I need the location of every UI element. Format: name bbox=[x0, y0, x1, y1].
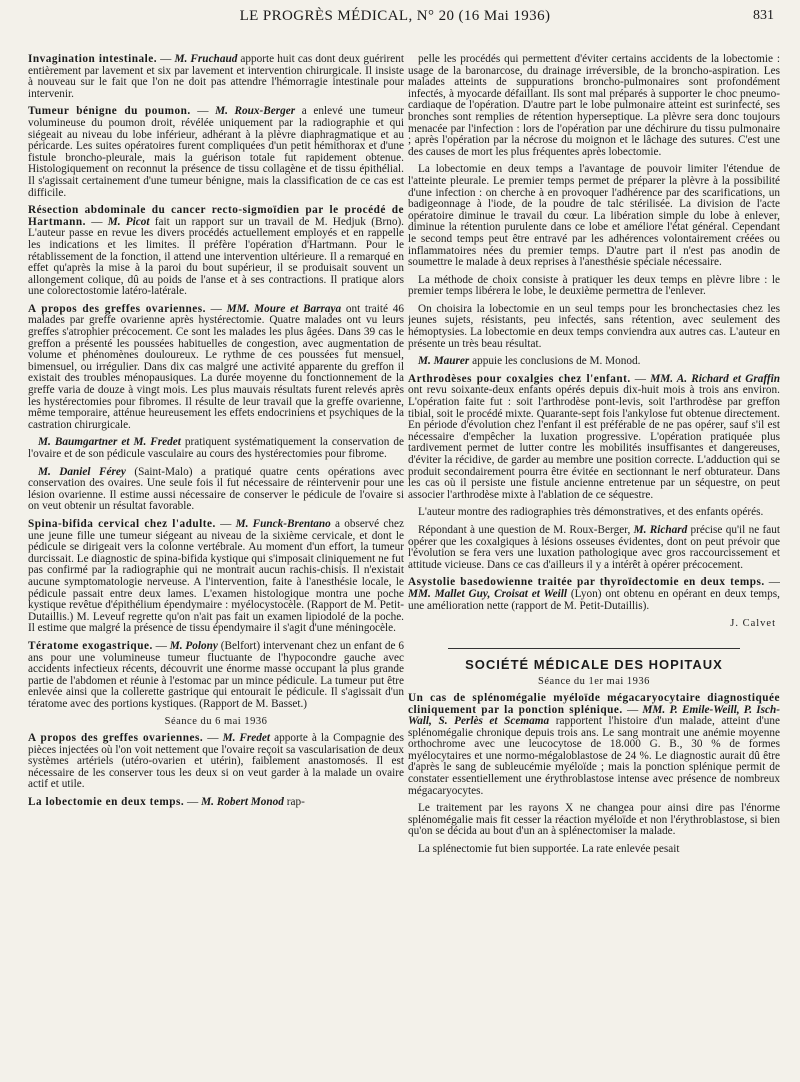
article bbox=[28, 797, 404, 809]
article-prefix: Répondant à une question de M. Roux-Berger, bbox=[418, 523, 634, 536]
article bbox=[28, 467, 404, 513]
article-paragraph bbox=[408, 54, 780, 158]
article-title: Invagination intestinale. bbox=[28, 54, 158, 65]
article-paragraph bbox=[408, 803, 780, 838]
article bbox=[28, 641, 404, 711]
article-text: ont traité 46 malades par greffe ovarienne après hystérectomie. Quatre malades ont vu leurs greffes s'atrophier précocement. Ce sont les malades les plus âgées. Dans 39 cas le greffon a présenté les poussées habituelles de congestion, avec augmentation de volume et phénomènes douloureux. Le rythme de ces poussées fut mensuel, bimensuel, ou irrégulier. Dans dix cas malgré une activité apparente du greffon il existait des troubles ménopausiques. La durée moyenne du fonctionnement de la greffe varia de douze à vingt mois. Les plus mauvais résultats furent relevés après les hystérectomies pour fibromes. Il résulte de leur travail que la greffe ovarienne, même temporaire, atténue heureusement les effets endocriniens et psychiques de la castration chirurgicale. bbox=[28, 302, 404, 431]
article-author: M. Baumgartner et M. Fredet bbox=[38, 436, 181, 449]
section-title: SOCIÉTÉ MÉDICALE DES HOPITAUX bbox=[465, 656, 723, 672]
title-separator: — bbox=[622, 703, 643, 716]
article-author: M. Fruchaud bbox=[174, 54, 238, 65]
article-title: Arthrodèses pour coxalgies chez l'enfant. bbox=[408, 372, 631, 385]
left-articles-after bbox=[28, 733, 404, 809]
seance-date: Séance du 1er mai 1936 bbox=[538, 676, 650, 688]
article-text: On choisira la lobectomie en un seul temps pour les bronchectasies chez les jeunes sujets, résistants, peu infectés, sans rétention, avec seulement des hémoptysies. La lobectomie en deux temps conviendra aux autres cas. L'auteur en présente un très beau résultat. bbox=[408, 302, 780, 350]
title-separator: — bbox=[215, 517, 236, 530]
title-separator: — bbox=[85, 215, 108, 228]
article bbox=[28, 304, 404, 432]
article-paragraph bbox=[28, 797, 404, 809]
right-column bbox=[408, 54, 780, 1074]
article bbox=[408, 356, 780, 368]
title-separator: — bbox=[764, 576, 780, 589]
article-text: apporte huit cas dont deux guérirent entièrement par lavement et six par lavement et intervention chirurgicale. Il insiste à nouveau sur le fait que l'on ne doit pas attendre l'hémorragie intestinale pour intervenir. bbox=[28, 54, 404, 100]
article-text: rap- bbox=[283, 796, 305, 809]
title-separator: — bbox=[184, 796, 202, 809]
right-articles bbox=[408, 54, 780, 612]
article-paragraph bbox=[28, 54, 404, 100]
article-paragraph bbox=[28, 641, 404, 711]
article bbox=[408, 374, 780, 502]
title-separator: — bbox=[190, 105, 216, 118]
article-paragraph bbox=[408, 577, 780, 612]
article bbox=[408, 54, 780, 158]
article-text: a enlevé une tumeur volumineuse du poumon droit, révélée uniquement par la radiographie et qui siégeait au niveau du lobe inférieur, adhérant à la plèvre diaphragmatique et au péricarde. Les suites opératoires furent compliquées d'un petit hémithorax et d'une fistule broncho-pleurale, mais la guérison totale fut rapidement obtenue. Histologiquement on reconnut la présence de tissu collagène et de tissu épithélial. Il s'agissait certainement d'une tumeur bénigne, mais la classification de ce cas est difficile. bbox=[28, 105, 404, 199]
article-title: La lobectomie en deux temps. bbox=[28, 796, 185, 809]
article bbox=[28, 437, 404, 460]
article-text: pelle les procédés qui permettent d'éviter certains accidents de la lobectomie : usage de la baronarcose, du drainage irréversible, de la broncho-aspiration. Les malades atteints de suppurations broncho-pulmonaires sont profondément infectés, à myocarde défaillant. Ils sont mal préparés à supporter le choc pneumo-cardiaque de l'opération. D'autre part le lobe pulmonaire atteint est surinfecté, ses bronches sont remplies de rétention hyperseptique. La plèvre sera donc toujours menacée par l'infection : lors de l'opération par une déchirure du tissu pulmonaire ; après l'opération par la nécrose du moignon et le lâchage des sutures. C'est une des causes de mort les plus fréquentes après lobectomie. bbox=[408, 54, 780, 158]
article-paragraph bbox=[408, 507, 780, 519]
article bbox=[28, 519, 404, 635]
article-paragraph bbox=[28, 304, 404, 432]
article bbox=[408, 525, 780, 571]
left-articles bbox=[28, 54, 404, 710]
article bbox=[408, 275, 780, 298]
article bbox=[408, 803, 780, 838]
article-title: Spina-bifida cervical chez l'adulte. bbox=[28, 517, 216, 530]
seance-date: Séance du 6 mai 1936 bbox=[164, 716, 268, 728]
article-paragraph bbox=[28, 733, 404, 791]
article-title: Tumeur bénigne du poumon. bbox=[28, 105, 191, 118]
article-text: L'auteur montre des radiographies très démonstratives, et des enfants opérés. bbox=[418, 506, 764, 519]
article-paragraph bbox=[408, 844, 780, 856]
title-separator: — bbox=[203, 732, 223, 745]
article-author: MM. P. Emile-Weill, P. Isch-Wall, S. Perlès et Scemama bbox=[408, 703, 780, 728]
article-text: apporte à la Compagnie des pièces injectées où l'on voit nettement que l'ovaire reçoit sa vascularisation de deux systèmes artériels (utéro-ovarien et utérin), faiblement anastomosés. Il est nécessaire de les conserver tous les deux si on veut garder à la malade un ovaire actif et utile. bbox=[28, 732, 404, 791]
article-author: MM. A. Richard et Graffin bbox=[650, 372, 780, 385]
article-author: M. Robert Monod bbox=[201, 796, 284, 809]
article-text: La splénectomie fut bien supportée. La rate enlevée pesait bbox=[418, 843, 680, 856]
article-title: Résection abdominale du cancer recto-sigmoïdien par le procédé de Hartmann. bbox=[28, 204, 404, 228]
article-paragraph bbox=[28, 205, 404, 298]
article-text: Le traitement par les rayons X ne changea pour ainsi dire pas l'énorme splénomégalie mais fit cesser la réaction myéloïde et non l'érythroblastose, si bien qu'on se décida au bout d'un an à splénectomiser la malade. bbox=[408, 802, 780, 838]
article-paragraph bbox=[408, 356, 780, 368]
article-title: Asystolie basedowienne traitée par thyroïdectomie en deux temps. bbox=[408, 576, 765, 589]
left-column bbox=[28, 54, 404, 1074]
article-title: Tératome exogastrique. bbox=[28, 639, 153, 652]
article-paragraph bbox=[28, 519, 404, 635]
article-paragraph bbox=[408, 525, 780, 571]
article-paragraph bbox=[408, 275, 780, 298]
article-text: fait un rapport sur un travail de M. Hedjuk (Brno). L'auteur passe en revue les divers procédés actuellement employés et en rappelle les indications et les limites. Il préfère l'opération d'Hartmann. Pour le rétablissement de la fonction, il attend une intervention ultérieure. Il a remarqué en effet qu'après la mise à la paroi du bout supérieur, il se produisait souvent un allongement colique, dû au poids de l'anse et à ses contractions. Il pratique alors une colorectostomie latéro-latérale. bbox=[28, 215, 404, 298]
article-text: pratiquent systématiquement la conservation de l'ovaire et de son pédicule vasculaire au cours des hystérectomies pour fibrome. bbox=[28, 436, 404, 460]
article-text: La méthode de choix consiste à pratiquer les deux temps en plèvre libre : le premier temps libérera le lobe, le deuxième permettra de l'enlever. bbox=[408, 273, 780, 298]
article-paragraph bbox=[28, 467, 404, 513]
article-text: La lobectomie en deux temps a l'avantage de pouvoir limiter l'étendue de l'atteinte pleurale. Le premier temps permet de préparer la plèvre à la possibilité d'une infection : on cherche à en provoquer l'adhérence par des scarifications, un badigeonnage à l'iode, de la poudre de talc stérilisée. La division de l'acte opératoire diminue le travail du cœur. La libération simple du lobe à enlever, diminue la rétention purulente dans ce lobe et améliore l'état général. Cependant le second temps peut être entravé par les adhérences volontairement créées ou inflammatoires nées du premier temps. D'autre part il n'est pas anodin de soumettre le malade à deux reprises à l'anesthésie spéciale nécessaire. bbox=[408, 163, 780, 269]
article-author: M. Maurer bbox=[418, 355, 470, 368]
article-author: M. Fredet bbox=[222, 732, 271, 745]
section-divider bbox=[448, 648, 740, 649]
article-author: MM. Mallet Guy, Croisat et Weill bbox=[408, 587, 568, 600]
title-separator: — bbox=[205, 302, 227, 315]
article-paragraph bbox=[408, 693, 780, 797]
page-number: 831 bbox=[753, 8, 774, 23]
article-author: M. Polony bbox=[169, 639, 218, 652]
article bbox=[28, 205, 404, 298]
page-header bbox=[16, 8, 774, 30]
article-paragraph bbox=[408, 374, 780, 502]
article-text: (Lyon) ont obtenu en opérant en deux temps, une amélioration nette (rapport de M. Petit-Dutaillis). bbox=[408, 587, 780, 612]
article-text: précise qu'il ne faut opérer que les coxalgiques à lésions osseuses évidentes, dont on peut prévoir que l'évolution se fera vers une luxation pathologique avec gros raccourcissement et attitude vicieuse. Dans ce cas d'ailleurs il y a intérêt à opérer précocement. bbox=[408, 523, 780, 571]
article-text: a observé chez une jeune fille une tumeur siégeant au niveau de la sixième cervicale, et dont le pédicule se dirigeait vers la colonne vertébrale. Au moment d'un effort, la tumeur durcissait. Le diagnostic de spina-bifida kystique qui s'imposait cliniquement ne fut pas confirmé par la radiographie qui ne montrait aucun rachis-chisis. Il n'existait aucune symptomatologie nerveuse. A l'intervention, faite à l'anesthésie locale, le pédicule passait entre deux lames. L'examen histologique montra une poche kystique revêtue d'épithélium épendymaire : myélocystocèle. (Rapport de M. Petit-Dutaillis.) M. Leveuf regrette qu'on n'ait pas fait un examen lipiodolé de la poche. Il estime que malgré la présence de tissu épendymaire il s'agit d'une méningocèle. bbox=[28, 517, 404, 635]
article-paragraph bbox=[28, 106, 404, 199]
article-title: Un cas de splénomégalie myéloïde mégacaryocytaire diagnostiquée cliniquement par la ponction splénique. bbox=[408, 691, 780, 716]
societe-articles bbox=[408, 693, 780, 856]
article-paragraph bbox=[28, 437, 404, 460]
article-author: M. Picot bbox=[107, 215, 150, 228]
article-author: M. Richard bbox=[633, 523, 688, 536]
article-text: ont revu soixante-deux enfants opérés depuis dix-huit mois à trois ans environ. L'opération faite fut : soit l'arthrodèse pont-levis, soit l'arthrodèse par greffon tibial, soit le procédé mixte. Quarante-sept fois l'ankylose fut obtenue directement. En période d'évolution chez l'enfant il est préférable de ne pas opérer, sauf s'il est nécessaire d'empêcher la luxation progressive. L'opération pratiquée plus tardivement permet de lutter contre les mobilités insuffisantes et dangereuses, d'éviter la récidive, de garder au membre une position correcte. L'adduction qui se produit secondairement pourra être évitée en sectionnant le nerf obturateur. Dans les cas où il persiste une fistule ancienne entretenue par un séquestre, on peut associer l'arthrodèse mixte à l'ablation de ce séquestre. bbox=[408, 384, 780, 501]
title-separator: — bbox=[630, 372, 651, 385]
article bbox=[408, 693, 780, 797]
title-separator: — bbox=[152, 639, 170, 652]
article bbox=[28, 733, 404, 791]
article-text: (Belfort) intervenant chez un enfant de 6 ans pour une volumineuse tumeur fluctuante de l'hypocondre gauche avec accidents infectieux récents, découvrit une énorme masse occupant la plus grande partie de l'abdomen et réunie à l'estomac par un mince pédicule. La tumeur put être enlevée ainsi que la collerette gastrique qui entourait le pédicule. Il s'agissait d'un tératome avec des portions kystiques. (Rapport de M. Basset.) bbox=[28, 639, 404, 710]
article bbox=[408, 164, 780, 268]
article bbox=[408, 577, 780, 612]
article-text: rapportent l'histoire d'un malade, atteint d'une splénomégalie chronique depuis trois ans. Le sang montrait une anémie moyenne orthochrome avec une leucocytose de 18.000 G. B., 30 % de formes myélocytaires et une normo-mégaloblastose de 24 %. Le diagnostic aurait dû être d'après le sang de subleucémie myéloïde ; mais la ponction splénique permit de constater essentiellement une érythroblastose intense avec présence de nombreux mégacaryocytes. bbox=[408, 715, 780, 797]
article bbox=[408, 304, 780, 350]
article-author: M. Daniel Férey bbox=[38, 465, 126, 478]
article-text: (Saint-Malo) a pratiqué quatre cents opérations avec conservation des ovaires. Une seule fois il fut nécessaire de réintervenir pour une lésion ovarienne. Il estime aussi nécessaire de conserver le pédicule de l'ovaire si on veut obtenir un résultat favorable. bbox=[28, 465, 404, 513]
title-separator: — bbox=[157, 54, 175, 65]
article-title: A propos des greffes ovariennes. bbox=[28, 302, 206, 315]
article bbox=[408, 844, 780, 856]
article-text: appuie les conclusions de M. Monod. bbox=[469, 355, 641, 368]
article-author: M. Funck-Brentano bbox=[235, 517, 331, 530]
running-title: LE PROGRÈS MÉDICAL, N° 20 (16 Mai 1936) bbox=[239, 8, 551, 24]
article-title: A propos des greffes ovariennes. bbox=[28, 732, 204, 745]
article-author: MM. Moure et Barraya bbox=[226, 302, 342, 315]
article-paragraph bbox=[408, 164, 780, 268]
article-author: M. Roux-Berger bbox=[215, 105, 296, 118]
article bbox=[408, 507, 780, 519]
article-paragraph bbox=[408, 304, 780, 350]
article bbox=[28, 54, 404, 100]
article bbox=[28, 106, 404, 199]
signature: J. Calvet bbox=[730, 618, 776, 630]
